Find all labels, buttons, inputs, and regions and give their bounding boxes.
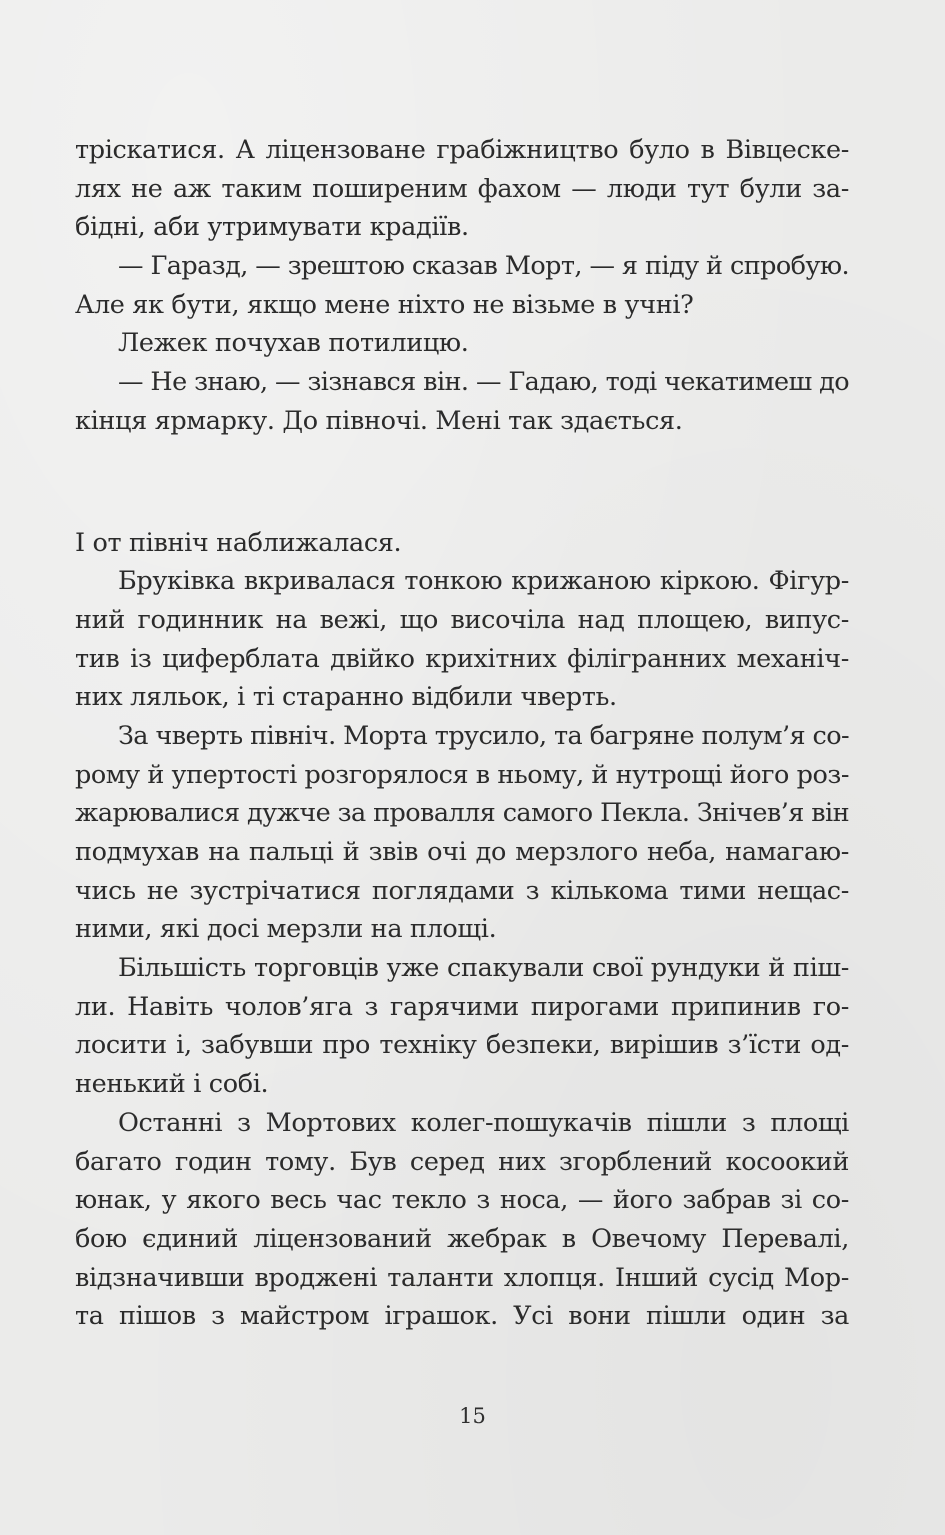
text-line: відзначивши вроджені таланти хлопця. Інший сусід Мор- <box>75 1262 849 1293</box>
text-line: них ляльок, і ті старанно відбили чверть. <box>75 682 617 713</box>
text-line: тріскатися. А ліцензоване грабіжництво було в Вівцеске- <box>75 135 849 165</box>
text-line: ненький і собі. <box>75 1069 269 1100</box>
text-line: тив із циферблата двійко крихітних філігранних механіч- <box>75 643 849 674</box>
book-page-text <box>75 131 849 1336</box>
section-break <box>75 441 849 524</box>
text-line: Останні з Мортових колег-пошукачів пішли з площі <box>118 1107 849 1138</box>
text-line: кінця ярмарку. До півночі. Мені так здається. <box>75 405 683 436</box>
text-line: чись не зустрічатися поглядами з кількома тими нещас- <box>75 875 849 906</box>
text-line: Лежек почухав потилицю. <box>118 328 469 359</box>
text-line: лосити і, забувши про техніку безпеки, вирішив з’їсти од- <box>75 1030 849 1061</box>
text-line: юнак, у якого весь час текло з носа, — його забрав зі со- <box>75 1185 849 1216</box>
text-line: бідні, аби утримувати крадіїв. <box>75 212 469 243</box>
text-line: ли. Навіть чолов’яга з гарячими пирогами припинив го- <box>75 991 849 1022</box>
text-line: І от північ наближалася. <box>75 527 402 558</box>
text-line: Але як бути, якщо мене ніхто не візьме в учні? <box>75 289 694 320</box>
page-number: 15 <box>459 1404 486 1428</box>
text-line: лях не аж таким поширеним фахом — люди тут були за- <box>75 173 849 204</box>
text-line: Бруківка вкривалася тонкою крижаною кіркою. Фігур- <box>118 566 849 597</box>
text-line: Більшість торговців уже спакували свої рундуки й пiш- <box>118 953 849 984</box>
text-line: рому й упертості розгорялося в ньому, й нутрощі його роз- <box>75 759 849 790</box>
text-line: — Не знаю, — зізнався він. — Гадаю, тоді чекатимеш до <box>118 367 849 398</box>
text-line: та пішов з майстром іграшок. Усі вони пішли один за <box>75 1301 849 1332</box>
text-line: жарювалися дужче за провалля самого Пекла. Знічев’я він <box>75 798 849 829</box>
text-line: бою єдиний ліцензований жебрак в Овечому Перевалі, <box>75 1223 849 1254</box>
text-line: багато годин тому. Був серед них згорблений косоокий <box>75 1146 849 1177</box>
text-line: ними, які досі мерзли на площі. <box>75 914 497 945</box>
text-line: За чверть північ. Морта трусило, та багряне полум’я со- <box>118 720 849 751</box>
text-line: ний годинник на вежі, що височіла над площею, випус- <box>75 604 849 635</box>
text-line: подмухав на пальці й звів очі до мерзлого неба, намагаю- <box>75 837 849 867</box>
text-line: — Гаразд, — зрештою сказав Морт, — я піду й спробую. <box>118 251 849 282</box>
